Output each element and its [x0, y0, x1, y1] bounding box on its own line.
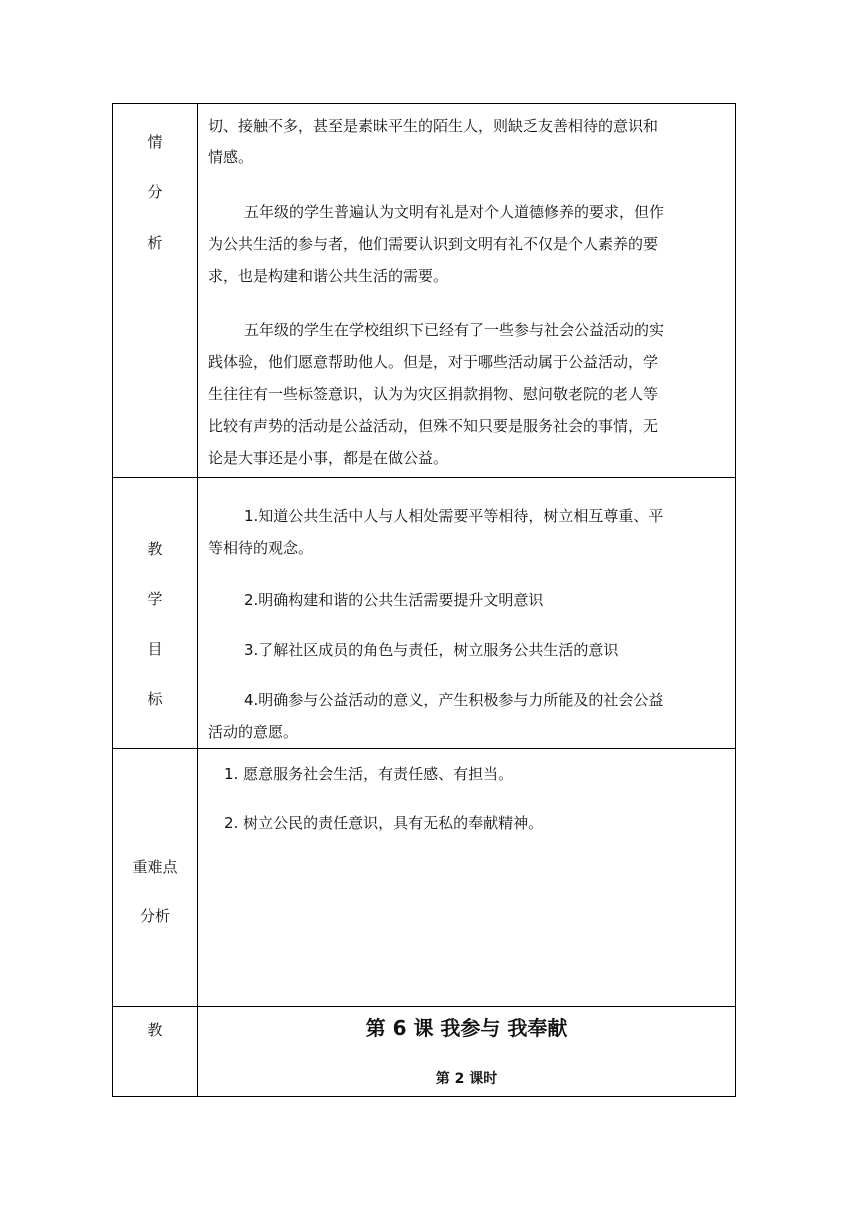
label-char: 目 — [147, 640, 163, 658]
list-item: 2. 树立公民的责任意识，具有无私的奉献精神。 — [224, 814, 544, 832]
text-line: 求，也是构建和谐公共生活的需要。 — [208, 267, 449, 285]
label-char: 学 — [147, 590, 163, 608]
text-line: 五年级的学生普遍认为文明有礼是对个人道德修养的要求，但作 — [244, 203, 665, 221]
text-line: 五年级的学生在学校组织下已经有了一些参与社会公益活动的实 — [244, 321, 665, 339]
label-char: 分 — [147, 183, 163, 201]
lesson-title: 第 6 课 我参与 我奉献 — [365, 1016, 568, 1040]
label-char: 教 — [147, 1021, 163, 1039]
text-line: 1.知道公共生活中人与人相处需要平等相待，树立相互尊重、平 — [244, 507, 664, 525]
teaching-objectives-row — [112, 477, 736, 748]
label-char: 情 — [147, 133, 163, 151]
key-points-row — [112, 748, 736, 1006]
list-item: 1. 愿意服务社会生活，有责任感、有担当。 — [224, 765, 514, 783]
label-char: 标 — [147, 690, 163, 708]
text-line: 生往往有一些标签意识，认为为灾区捐款捐物、慰问敬老院的老人等 — [208, 385, 659, 403]
text-line: 4.明确参与公益活动的意义，产生积极参与力所能及的社会公益 — [244, 691, 664, 709]
text-line: 践体验，他们愿意帮助他人。但是，对于哪些活动属于公益活动，学 — [208, 353, 659, 371]
lesson-subtitle: 第 2 课时 — [435, 1071, 498, 1087]
teaching-process-row — [112, 1006, 736, 1097]
objectives-content-cell — [198, 478, 735, 748]
situation-label-cell — [113, 104, 198, 477]
text-line: 活动的意愿。 — [208, 723, 299, 741]
label-char: 教 — [147, 540, 163, 558]
teaching-content-cell — [198, 1007, 735, 1096]
objectives-label-cell — [113, 478, 198, 748]
key-points-label-cell — [113, 749, 198, 1006]
text-line: 3.了解社区成员的角色与责任，树立服务公共生活的意识 — [244, 641, 619, 659]
text-line: 切、接触不多，甚至是素昧平生的陌生人，则缺乏友善相待的意识和 — [208, 117, 659, 135]
key-points-content-cell — [198, 749, 735, 1006]
text-line: 情感。 — [208, 148, 254, 166]
label-char: 析 — [147, 234, 163, 252]
text-line: 比较有声势的活动是公益活动，但殊不知只要是服务社会的事情，无 — [208, 417, 659, 435]
label-line: 重难点 — [132, 858, 178, 876]
text-line: 等相待的观念。 — [208, 539, 314, 557]
situation-content-cell — [198, 104, 735, 477]
text-line: 2.明确构建和谐的公共生活需要提升文明意识 — [244, 591, 544, 609]
teaching-label-cell — [113, 1007, 198, 1096]
text-line: 论是大事还是小事，都是在做公益。 — [208, 449, 449, 467]
label-line: 分析 — [139, 907, 170, 925]
situation-analysis-row — [112, 103, 736, 477]
text-line: 为公共生活的参与者，他们需要认识到文明有礼不仅是个人素养的要 — [208, 235, 659, 253]
